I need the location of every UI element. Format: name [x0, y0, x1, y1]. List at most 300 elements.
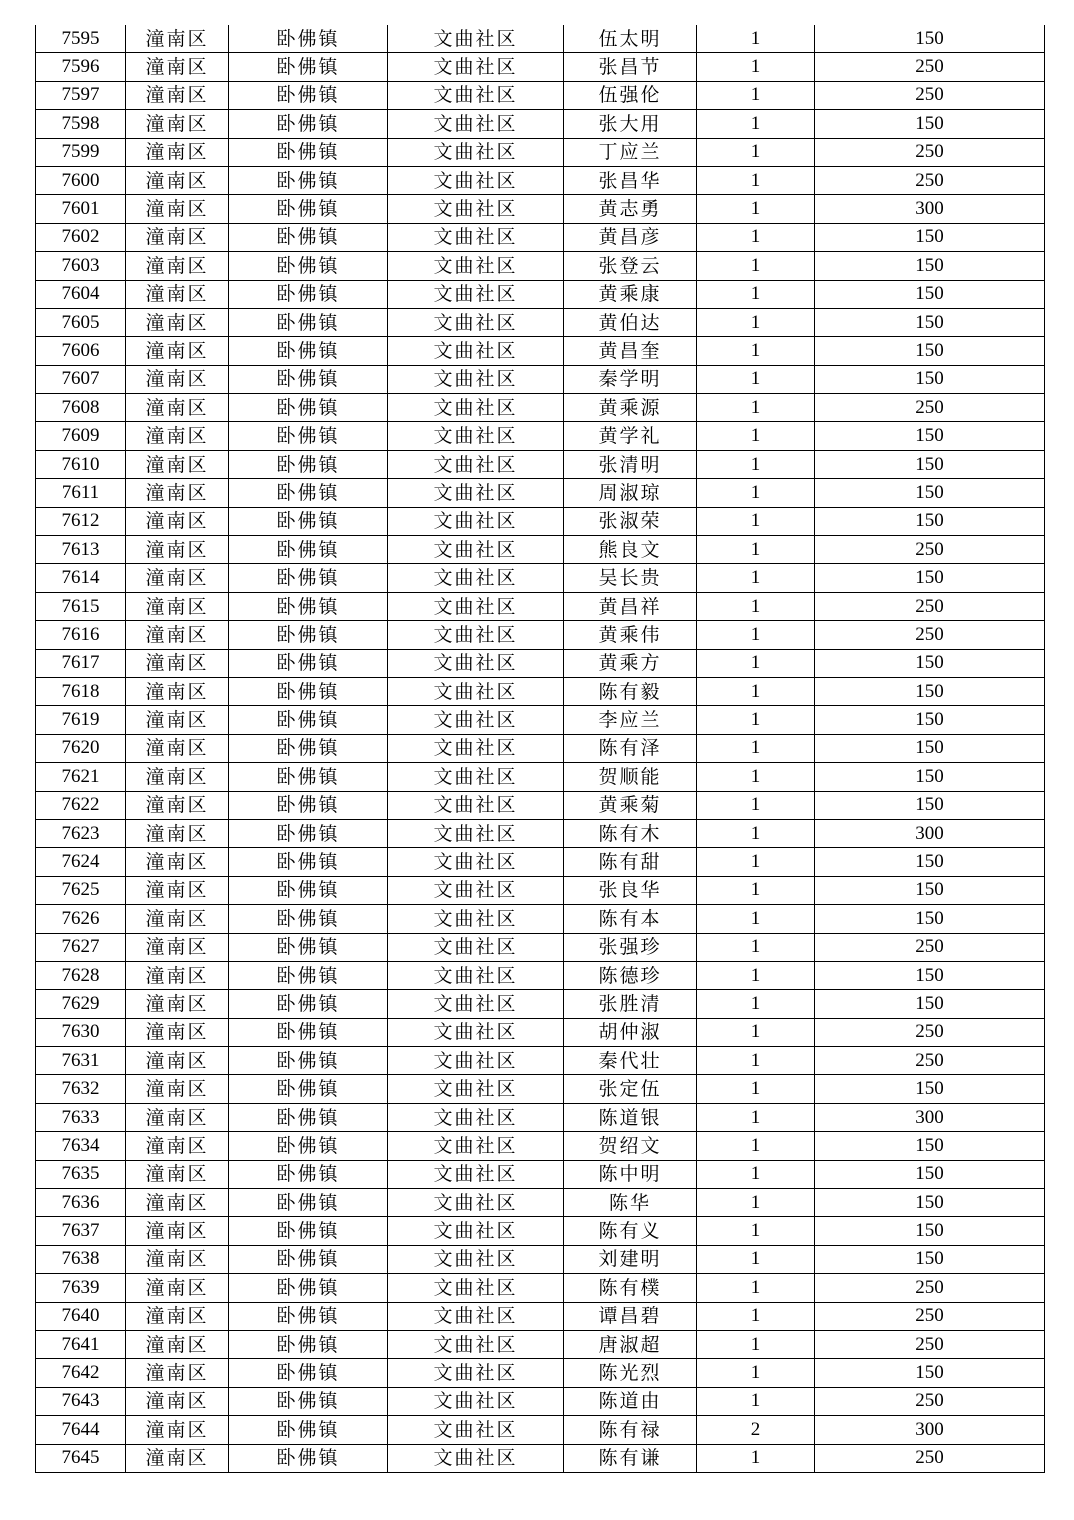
row-number-cell: 7596	[36, 53, 126, 81]
amount-cell: 250	[815, 166, 1045, 194]
table-row	[36, 223, 1045, 251]
community-cell: 文曲社区	[388, 564, 564, 592]
row-number-cell: 7635	[36, 1160, 126, 1188]
district-cell: 潼南区	[126, 81, 229, 109]
amount-cell: 250	[815, 1047, 1045, 1075]
amount-cell: 150	[815, 706, 1045, 734]
name-cell: 黄志勇	[564, 195, 697, 223]
count-cell: 1	[697, 1047, 815, 1075]
row-number-cell: 7601	[36, 195, 126, 223]
community-cell: 文曲社区	[388, 25, 564, 53]
table-row	[36, 876, 1045, 904]
row-number-cell: 7632	[36, 1075, 126, 1103]
name-cell: 谭昌碧	[564, 1302, 697, 1330]
name-cell: 吴长贵	[564, 564, 697, 592]
count-cell: 1	[697, 81, 815, 109]
table-row	[36, 195, 1045, 223]
town-cell: 卧佛镇	[229, 1416, 388, 1444]
town-cell: 卧佛镇	[229, 1245, 388, 1273]
community-cell: 文曲社区	[388, 223, 564, 251]
count-cell: 1	[697, 450, 815, 478]
row-number-cell: 7630	[36, 1018, 126, 1046]
community-cell: 文曲社区	[388, 1047, 564, 1075]
table-row	[36, 1132, 1045, 1160]
town-cell: 卧佛镇	[229, 791, 388, 819]
community-cell: 文曲社区	[388, 933, 564, 961]
community-cell: 文曲社区	[388, 819, 564, 847]
district-cell: 潼南区	[126, 25, 229, 53]
community-cell: 文曲社区	[388, 961, 564, 989]
amount-cell: 250	[815, 933, 1045, 961]
count-cell: 1	[697, 1302, 815, 1330]
table-row	[36, 450, 1045, 478]
district-cell: 潼南区	[126, 1217, 229, 1245]
table-row	[36, 479, 1045, 507]
count-cell: 1	[697, 252, 815, 280]
community-cell: 文曲社区	[388, 592, 564, 620]
row-number-cell: 7631	[36, 1047, 126, 1075]
community-cell: 文曲社区	[388, 394, 564, 422]
town-cell: 卧佛镇	[229, 961, 388, 989]
town-cell: 卧佛镇	[229, 1387, 388, 1415]
community-cell: 文曲社区	[388, 649, 564, 677]
row-number-cell: 7640	[36, 1302, 126, 1330]
row-number-cell: 7612	[36, 507, 126, 535]
count-cell: 1	[697, 706, 815, 734]
table-row	[36, 110, 1045, 138]
count-cell: 1	[697, 308, 815, 336]
district-cell: 潼南区	[126, 507, 229, 535]
roster-table	[35, 25, 1045, 1473]
amount-cell: 150	[815, 1075, 1045, 1103]
table-row	[36, 337, 1045, 365]
row-number-cell: 7605	[36, 308, 126, 336]
table-row	[36, 422, 1045, 450]
name-cell: 张强珍	[564, 933, 697, 961]
count-cell: 1	[697, 1132, 815, 1160]
community-cell: 文曲社区	[388, 479, 564, 507]
town-cell: 卧佛镇	[229, 1132, 388, 1160]
count-cell: 1	[697, 876, 815, 904]
name-cell: 唐淑超	[564, 1330, 697, 1358]
community-cell: 文曲社区	[388, 1075, 564, 1103]
name-cell: 黄乘菊	[564, 791, 697, 819]
name-cell: 张定伍	[564, 1075, 697, 1103]
count-cell: 1	[697, 1160, 815, 1188]
row-number-cell: 7636	[36, 1189, 126, 1217]
count-cell: 1	[697, 536, 815, 564]
name-cell: 黄昌祥	[564, 592, 697, 620]
name-cell: 黄伯达	[564, 308, 697, 336]
amount-cell: 150	[815, 450, 1045, 478]
community-cell: 文曲社区	[388, 195, 564, 223]
community-cell: 文曲社区	[388, 280, 564, 308]
district-cell: 潼南区	[126, 1274, 229, 1302]
name-cell: 陈有本	[564, 905, 697, 933]
table-row	[36, 1444, 1045, 1472]
district-cell: 潼南区	[126, 53, 229, 81]
table-row	[36, 649, 1045, 677]
town-cell: 卧佛镇	[229, 1075, 388, 1103]
row-number-cell: 7626	[36, 905, 126, 933]
amount-cell: 300	[815, 819, 1045, 847]
community-cell: 文曲社区	[388, 848, 564, 876]
town-cell: 卧佛镇	[229, 592, 388, 620]
row-number-cell: 7619	[36, 706, 126, 734]
district-cell: 潼南区	[126, 933, 229, 961]
count-cell: 1	[697, 422, 815, 450]
row-number-cell: 7643	[36, 1387, 126, 1415]
name-cell: 丁应兰	[564, 138, 697, 166]
name-cell: 秦代壮	[564, 1047, 697, 1075]
table-row	[36, 166, 1045, 194]
table-row	[36, 1075, 1045, 1103]
district-cell: 潼南区	[126, 1047, 229, 1075]
name-cell: 黄昌彦	[564, 223, 697, 251]
amount-cell: 250	[815, 1302, 1045, 1330]
count-cell: 1	[697, 25, 815, 53]
table-row	[36, 81, 1045, 109]
district-cell: 潼南区	[126, 876, 229, 904]
town-cell: 卧佛镇	[229, 1274, 388, 1302]
district-cell: 潼南区	[126, 1189, 229, 1217]
name-cell: 伍强伦	[564, 81, 697, 109]
community-cell: 文曲社区	[388, 1189, 564, 1217]
row-number-cell: 7621	[36, 763, 126, 791]
amount-cell: 250	[815, 53, 1045, 81]
district-cell: 潼南区	[126, 1075, 229, 1103]
town-cell: 卧佛镇	[229, 81, 388, 109]
town-cell: 卧佛镇	[229, 536, 388, 564]
amount-cell: 250	[815, 1018, 1045, 1046]
town-cell: 卧佛镇	[229, 564, 388, 592]
district-cell: 潼南区	[126, 166, 229, 194]
name-cell: 黄乘康	[564, 280, 697, 308]
row-number-cell: 7645	[36, 1444, 126, 1472]
row-number-cell: 7606	[36, 337, 126, 365]
town-cell: 卧佛镇	[229, 1018, 388, 1046]
name-cell: 陈有甜	[564, 848, 697, 876]
count-cell: 1	[697, 905, 815, 933]
count-cell: 1	[697, 1274, 815, 1302]
district-cell: 潼南区	[126, 1302, 229, 1330]
district-cell: 潼南区	[126, 110, 229, 138]
name-cell: 黄昌奎	[564, 337, 697, 365]
town-cell: 卧佛镇	[229, 621, 388, 649]
district-cell: 潼南区	[126, 1359, 229, 1387]
community-cell: 文曲社区	[388, 1018, 564, 1046]
table-row	[36, 536, 1045, 564]
community-cell: 文曲社区	[388, 110, 564, 138]
name-cell: 李应兰	[564, 706, 697, 734]
table-row	[36, 1103, 1045, 1131]
community-cell: 文曲社区	[388, 1416, 564, 1444]
district-cell: 潼南区	[126, 536, 229, 564]
amount-cell: 150	[815, 25, 1045, 53]
row-number-cell: 7597	[36, 81, 126, 109]
community-cell: 文曲社区	[388, 252, 564, 280]
town-cell: 卧佛镇	[229, 25, 388, 53]
district-cell: 潼南区	[126, 763, 229, 791]
count-cell: 1	[697, 1387, 815, 1415]
town-cell: 卧佛镇	[229, 990, 388, 1018]
table-row	[36, 25, 1045, 53]
town-cell: 卧佛镇	[229, 1302, 388, 1330]
town-cell: 卧佛镇	[229, 763, 388, 791]
amount-cell: 150	[815, 649, 1045, 677]
table-row	[36, 280, 1045, 308]
name-cell: 陈道银	[564, 1103, 697, 1131]
row-number-cell: 7595	[36, 25, 126, 53]
town-cell: 卧佛镇	[229, 1444, 388, 1472]
name-cell: 张清明	[564, 450, 697, 478]
amount-cell: 150	[815, 422, 1045, 450]
table-row	[36, 734, 1045, 762]
amount-cell: 150	[815, 876, 1045, 904]
row-number-cell: 7603	[36, 252, 126, 280]
count-cell: 2	[697, 1416, 815, 1444]
amount-cell: 250	[815, 394, 1045, 422]
table-row	[36, 1217, 1045, 1245]
town-cell: 卧佛镇	[229, 166, 388, 194]
row-number-cell: 7598	[36, 110, 126, 138]
town-cell: 卧佛镇	[229, 479, 388, 507]
count-cell: 1	[697, 110, 815, 138]
row-number-cell: 7614	[36, 564, 126, 592]
amount-cell: 150	[815, 734, 1045, 762]
town-cell: 卧佛镇	[229, 905, 388, 933]
district-cell: 潼南区	[126, 1245, 229, 1273]
amount-cell: 150	[815, 1245, 1045, 1273]
community-cell: 文曲社区	[388, 337, 564, 365]
town-cell: 卧佛镇	[229, 337, 388, 365]
community-cell: 文曲社区	[388, 1330, 564, 1358]
row-number-cell: 7616	[36, 621, 126, 649]
amount-cell: 150	[815, 1132, 1045, 1160]
community-cell: 文曲社区	[388, 1103, 564, 1131]
amount-cell: 250	[815, 1387, 1045, 1415]
district-cell: 潼南区	[126, 1018, 229, 1046]
community-cell: 文曲社区	[388, 1245, 564, 1273]
district-cell: 潼南区	[126, 365, 229, 393]
row-number-cell: 7615	[36, 592, 126, 620]
roster-body	[36, 25, 1045, 1472]
table-row	[36, 933, 1045, 961]
amount-cell: 150	[815, 763, 1045, 791]
name-cell: 伍太明	[564, 25, 697, 53]
table-row	[36, 1018, 1045, 1046]
amount-cell: 150	[815, 905, 1045, 933]
row-number-cell: 7634	[36, 1132, 126, 1160]
district-cell: 潼南区	[126, 564, 229, 592]
row-number-cell: 7638	[36, 1245, 126, 1273]
table-row	[36, 592, 1045, 620]
count-cell: 1	[697, 53, 815, 81]
community-cell: 文曲社区	[388, 450, 564, 478]
table-row	[36, 1330, 1045, 1358]
district-cell: 潼南区	[126, 905, 229, 933]
name-cell: 陈有禄	[564, 1416, 697, 1444]
name-cell: 熊良文	[564, 536, 697, 564]
count-cell: 1	[697, 564, 815, 592]
community-cell: 文曲社区	[388, 138, 564, 166]
row-number-cell: 7607	[36, 365, 126, 393]
row-number-cell: 7618	[36, 677, 126, 705]
row-number-cell: 7642	[36, 1359, 126, 1387]
table-row	[36, 706, 1045, 734]
row-number-cell: 7610	[36, 450, 126, 478]
count-cell: 1	[697, 1444, 815, 1472]
row-number-cell: 7599	[36, 138, 126, 166]
row-number-cell: 7625	[36, 876, 126, 904]
amount-cell: 150	[815, 365, 1045, 393]
count-cell: 1	[697, 990, 815, 1018]
town-cell: 卧佛镇	[229, 706, 388, 734]
community-cell: 文曲社区	[388, 791, 564, 819]
district-cell: 潼南区	[126, 990, 229, 1018]
table-row	[36, 819, 1045, 847]
count-cell: 1	[697, 649, 815, 677]
count-cell: 1	[697, 337, 815, 365]
name-cell: 胡仲淑	[564, 1018, 697, 1046]
name-cell: 刘建明	[564, 1245, 697, 1273]
amount-cell: 250	[815, 1444, 1045, 1472]
community-cell: 文曲社区	[388, 621, 564, 649]
community-cell: 文曲社区	[388, 1217, 564, 1245]
amount-cell: 250	[815, 81, 1045, 109]
community-cell: 文曲社区	[388, 1444, 564, 1472]
name-cell: 张胜清	[564, 990, 697, 1018]
table-row	[36, 1302, 1045, 1330]
row-number-cell: 7611	[36, 479, 126, 507]
town-cell: 卧佛镇	[229, 649, 388, 677]
community-cell: 文曲社区	[388, 536, 564, 564]
table-row	[36, 138, 1045, 166]
community-cell: 文曲社区	[388, 53, 564, 81]
row-number-cell: 7629	[36, 990, 126, 1018]
district-cell: 潼南区	[126, 1416, 229, 1444]
count-cell: 1	[697, 1103, 815, 1131]
table-row	[36, 1274, 1045, 1302]
count-cell: 1	[697, 394, 815, 422]
amount-cell: 150	[815, 507, 1045, 535]
name-cell: 陈德珍	[564, 961, 697, 989]
count-cell: 1	[697, 1245, 815, 1273]
row-number-cell: 7641	[36, 1330, 126, 1358]
table-row	[36, 1160, 1045, 1188]
row-number-cell: 7617	[36, 649, 126, 677]
amount-cell: 150	[815, 1189, 1045, 1217]
town-cell: 卧佛镇	[229, 280, 388, 308]
row-number-cell: 7623	[36, 819, 126, 847]
row-number-cell: 7608	[36, 394, 126, 422]
count-cell: 1	[697, 933, 815, 961]
town-cell: 卧佛镇	[229, 1189, 388, 1217]
row-number-cell: 7602	[36, 223, 126, 251]
table-row	[36, 365, 1045, 393]
town-cell: 卧佛镇	[229, 1217, 388, 1245]
name-cell: 周淑琼	[564, 479, 697, 507]
name-cell: 陈光烈	[564, 1359, 697, 1387]
district-cell: 潼南区	[126, 1160, 229, 1188]
count-cell: 1	[697, 1217, 815, 1245]
town-cell: 卧佛镇	[229, 138, 388, 166]
count-cell: 1	[697, 819, 815, 847]
row-number-cell: 7622	[36, 791, 126, 819]
town-cell: 卧佛镇	[229, 195, 388, 223]
row-number-cell: 7639	[36, 1274, 126, 1302]
table-row	[36, 1416, 1045, 1444]
count-cell: 1	[697, 166, 815, 194]
table-row	[36, 848, 1045, 876]
name-cell: 陈中明	[564, 1160, 697, 1188]
amount-cell: 250	[815, 1274, 1045, 1302]
row-number-cell: 7627	[36, 933, 126, 961]
name-cell: 秦学明	[564, 365, 697, 393]
town-cell: 卧佛镇	[229, 394, 388, 422]
amount-cell: 150	[815, 252, 1045, 280]
community-cell: 文曲社区	[388, 1132, 564, 1160]
district-cell: 潼南区	[126, 280, 229, 308]
table-row	[36, 677, 1045, 705]
community-cell: 文曲社区	[388, 1160, 564, 1188]
name-cell: 黄乘源	[564, 394, 697, 422]
count-cell: 1	[697, 848, 815, 876]
table-row	[36, 961, 1045, 989]
town-cell: 卧佛镇	[229, 110, 388, 138]
row-number-cell: 7609	[36, 422, 126, 450]
table-row	[36, 1359, 1045, 1387]
district-cell: 潼南区	[126, 479, 229, 507]
name-cell: 贺顺能	[564, 763, 697, 791]
amount-cell: 150	[815, 961, 1045, 989]
name-cell: 贺绍文	[564, 1132, 697, 1160]
district-cell: 潼南区	[126, 706, 229, 734]
amount-cell: 300	[815, 195, 1045, 223]
amount-cell: 150	[815, 990, 1045, 1018]
row-number-cell: 7644	[36, 1416, 126, 1444]
community-cell: 文曲社区	[388, 876, 564, 904]
table-row	[36, 621, 1045, 649]
count-cell: 1	[697, 1075, 815, 1103]
district-cell: 潼南区	[126, 791, 229, 819]
town-cell: 卧佛镇	[229, 1160, 388, 1188]
table-row	[36, 1189, 1045, 1217]
amount-cell: 150	[815, 337, 1045, 365]
community-cell: 文曲社区	[388, 1387, 564, 1415]
table-row	[36, 1387, 1045, 1415]
district-cell: 潼南区	[126, 223, 229, 251]
district-cell: 潼南区	[126, 450, 229, 478]
row-number-cell: 7613	[36, 536, 126, 564]
table-row	[36, 53, 1045, 81]
district-cell: 潼南区	[126, 1132, 229, 1160]
table-row	[36, 394, 1045, 422]
community-cell: 文曲社区	[388, 422, 564, 450]
name-cell: 张昌节	[564, 53, 697, 81]
amount-cell: 150	[815, 110, 1045, 138]
community-cell: 文曲社区	[388, 1274, 564, 1302]
amount-cell: 150	[815, 677, 1045, 705]
town-cell: 卧佛镇	[229, 450, 388, 478]
name-cell: 陈道由	[564, 1387, 697, 1415]
town-cell: 卧佛镇	[229, 308, 388, 336]
amount-cell: 150	[815, 564, 1045, 592]
district-cell: 潼南区	[126, 848, 229, 876]
table-row	[36, 1245, 1045, 1273]
count-cell: 1	[697, 138, 815, 166]
amount-cell: 250	[815, 138, 1045, 166]
